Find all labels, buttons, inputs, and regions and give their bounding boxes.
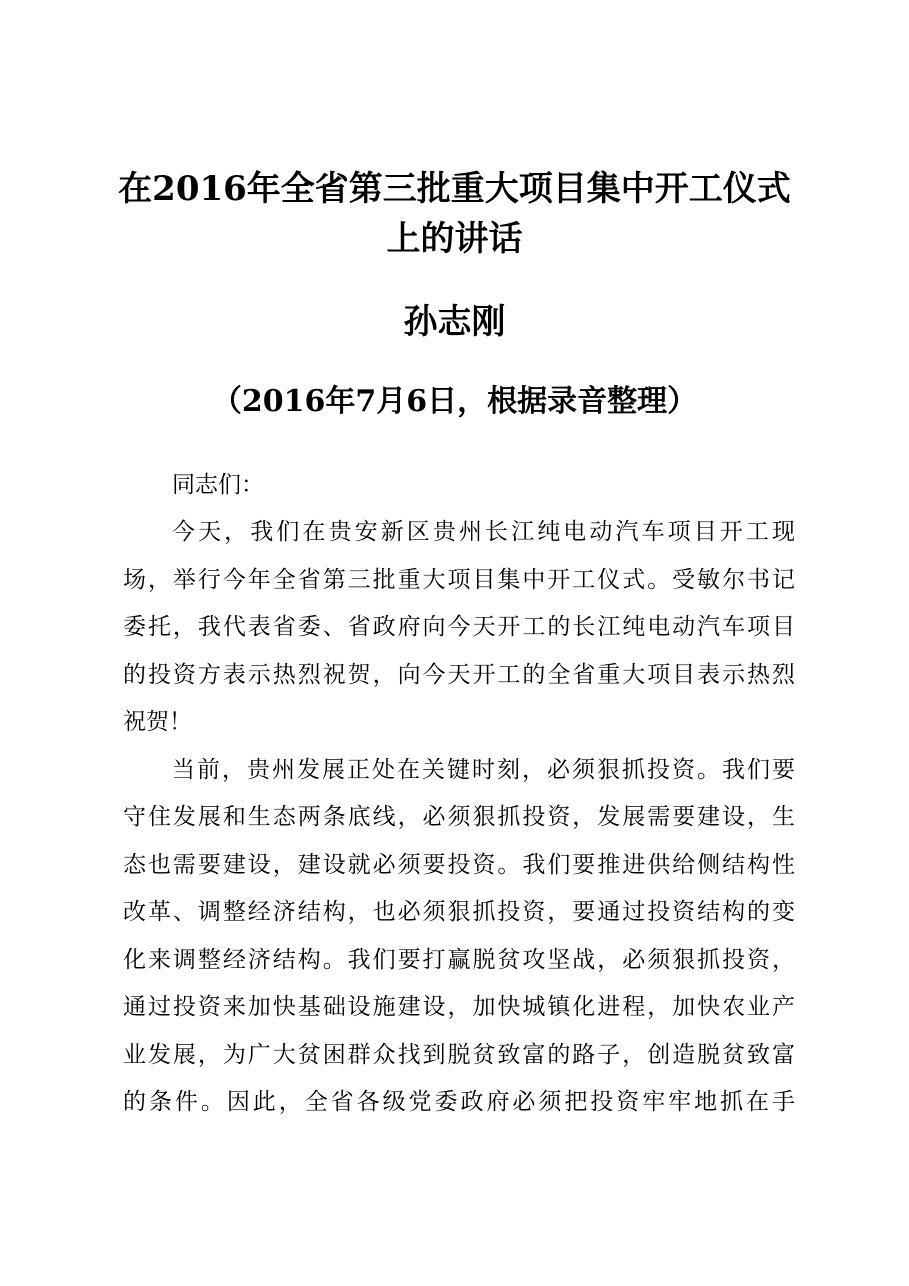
paragraph-line: 化来调整经济结构。我们要打赢脱贫攻坚战，必须狠抓投资， xyxy=(123,947,795,973)
paragraph-line: 当前，贵州发展正处在关键时刻，必须狠抓投资。我们要 xyxy=(172,757,795,783)
salutation: 同志们： xyxy=(172,472,264,498)
paragraph-line: 的投资方表示热烈祝贺，向今天开工的全省重大项目表示热烈 xyxy=(123,662,795,688)
paragraph-line: 的条件。因此，全省各级党委政府必须把投资牢牢地抓在手 xyxy=(123,1089,795,1115)
title-line-2: 上的讲话 xyxy=(386,219,523,259)
paragraph-line: 改革、调整经济结构，也必须狠抓投资，要通过投资结构的变 xyxy=(123,899,795,925)
paragraph-line: 业发展，为广大贫困群众找到脱贫致富的路子，创造脱贫致富 xyxy=(123,1042,795,1068)
author-name: 孙志刚 xyxy=(403,302,506,342)
paragraph-line: 今天，我们在贵安新区贵州长江纯电动汽车项目开工现 xyxy=(172,519,795,545)
title-line-1: 在2016年全省第三批重大项目集中开工仪式 xyxy=(118,169,791,209)
paragraph-line: 态也需要建设，建设就必须要投资。我们要推进供给侧结构性 xyxy=(123,852,795,878)
paragraph-line: 祝贺！ xyxy=(123,709,192,735)
paragraph-line: 守住发展和生态两条底线，必须狠抓投资，发展需要建设，生 xyxy=(123,804,795,830)
paragraph-line: 通过投资来加快基础设施建设，加快城镇化进程，加快农业产 xyxy=(123,994,795,1020)
paragraph-line: 场，举行今年全省第三批重大项目集中开工仪式。受敏尔书记 xyxy=(123,567,795,593)
date-note: （2016年7月6日，根据录音整理） xyxy=(211,384,698,419)
paragraph-line: 委托，我代表省委、省政府向今天开工的长江纯电动汽车项目 xyxy=(123,614,795,640)
